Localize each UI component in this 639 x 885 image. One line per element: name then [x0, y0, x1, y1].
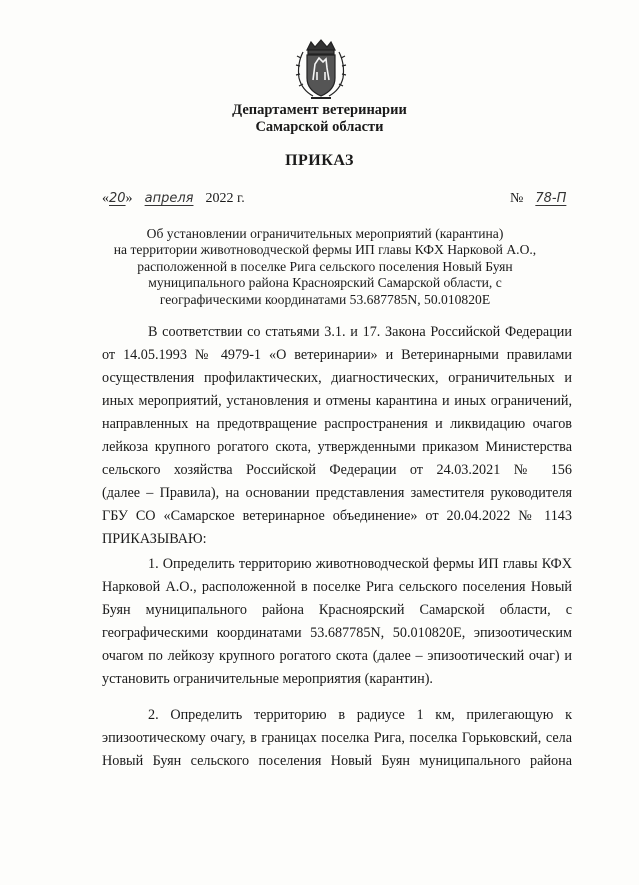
text-line: Буян муниципального района Красноярский Самарской области, с	[102, 602, 572, 618]
text-line: Нарковой А.О., расположенной в поселке Рига сельского поселения Новый	[102, 579, 572, 595]
date-month: апреля	[144, 191, 194, 206]
subject-line: географическими координатами 53.687785N, 50.010820E	[159, 291, 491, 307]
text-line: лейкоза крупного рогатого скота, утвержденными приказом Министерства	[102, 439, 572, 455]
subject-line: расположенной в поселке Рига сельского поселения Новый Буян	[137, 258, 513, 274]
text-line: иных мероприятий, установления и отмены карантина и иных ограничений,	[102, 393, 572, 409]
text-line: сельского хозяйства Российской Федерации от 24.03.2021 № 156	[102, 462, 572, 478]
date-day: 20	[109, 191, 126, 206]
preamble-paragraph	[102, 321, 572, 551]
text-line: направленных на предотвращение распространения и ликвидацию очагов	[102, 416, 572, 432]
document-title: ПРИКАЗ	[285, 152, 354, 169]
order-number	[510, 190, 575, 208]
text-line: осуществления профилактических, диагностических, ограничительных и	[102, 370, 572, 386]
text-line: 2. Определить территорию в радиусе 1 км, прилегающую к	[148, 707, 572, 723]
order-directive: ПРИКАЗЫВАЮ:	[102, 531, 207, 547]
text-line: В соответствии со статьями 3.1. и 17. Закона Российской Федерации	[148, 324, 572, 340]
subject-line: Об установлении ограничительных мероприятий (карантина)	[146, 226, 504, 241]
text-line: 1. Определить территорию животноводческой фермы ИП главы КФХ	[148, 556, 572, 572]
clause-1-paragraph	[102, 553, 572, 691]
samara-coat-of-arms-icon	[293, 38, 349, 102]
text-line: очагом по лейкозу крупного рогатого скота (далее – эпизоотический очаг) и	[102, 648, 572, 664]
date-year: 2022 г.	[205, 191, 245, 206]
subject-line: на территории животноводческой фермы ИП главы КФХ Нарковой А.О.,	[113, 242, 537, 258]
text-line: (далее – Правила), на основании представления заместителя руководителя	[102, 485, 572, 501]
subject-line: муниципального района Красноярский Самарской области, с	[148, 275, 502, 291]
clause-2-paragraph	[102, 704, 572, 773]
text-line: географическими координатами 53.687785N, 50.010820E, эпизоотическим	[102, 625, 572, 641]
department-name-line2: Самарской области	[255, 119, 384, 135]
order-subject	[90, 226, 560, 308]
text-line: установить ограничительные мероприятия (карантин).	[102, 671, 433, 687]
text-line: от 14.05.1993 № 4979-1 «О ветеринарии» и Ветеринарными правилами	[102, 347, 572, 363]
department-name-line1: Департамент ветеринарии	[232, 102, 407, 118]
number-label: №	[510, 191, 524, 206]
text-line: эпизоотическому очагу, в границах поселка Рига, поселка Горьковский, села	[102, 730, 572, 746]
date-close-quote: »	[125, 191, 133, 206]
order-date	[102, 190, 245, 208]
number-value: 78-П	[535, 191, 567, 206]
date-open-quote: «	[102, 191, 109, 206]
text-line: Новый Буян сельского поселения Новый Буян муниципального района	[102, 753, 572, 769]
text-line: ГБУ СО «Самарское ветеринарное объединение» от 20.04.2022 № 1143	[102, 508, 572, 524]
